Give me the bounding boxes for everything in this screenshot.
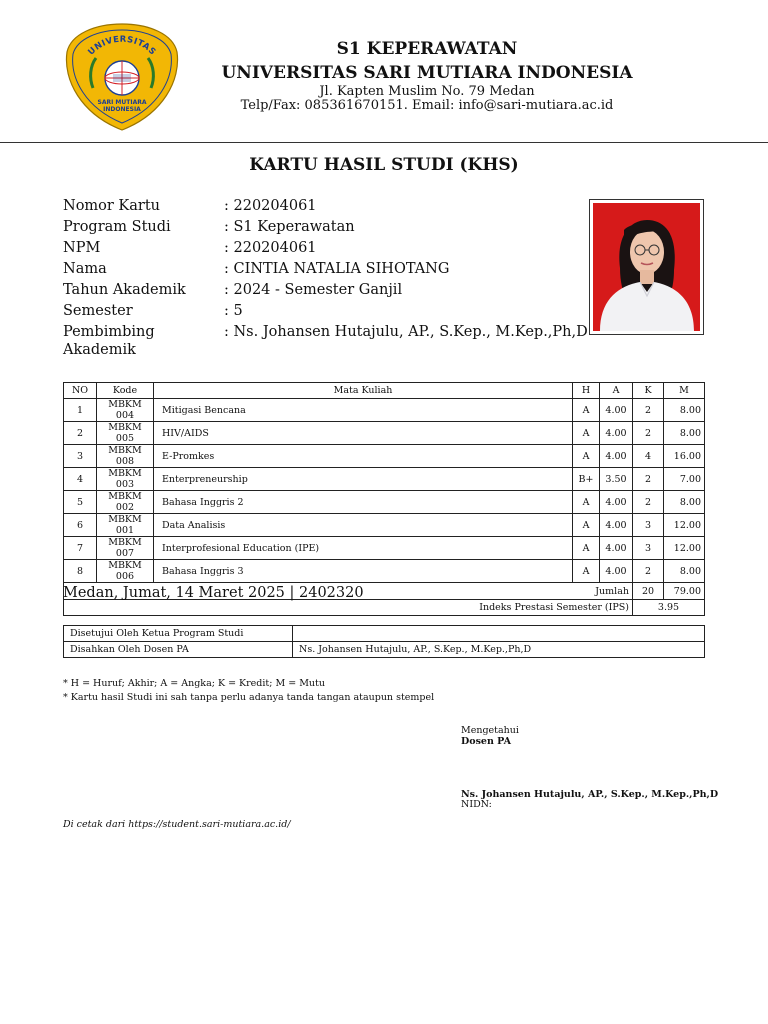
info-label-nama: Nama: [63, 261, 107, 277]
ips-value: 3.95: [633, 599, 705, 615]
cell-no: 5: [64, 491, 97, 514]
table-header-row: [64, 383, 705, 399]
approval-table: [63, 625, 705, 658]
ips-row: [64, 599, 705, 615]
approval-label-kaprodi: Disetujui Oleh Ketua Program Studi: [64, 626, 293, 642]
col-header-h: H: [573, 383, 600, 399]
cell-kode: MBKM 002: [97, 491, 154, 514]
cell-a: 4.00: [600, 560, 633, 583]
table-row: [64, 514, 705, 537]
cell-mata-kuliah: Interprofesional Education (IPE): [154, 537, 573, 560]
cell-h: A: [573, 514, 600, 537]
cell-no: 3: [64, 445, 97, 468]
student-photo: [589, 199, 704, 335]
cell-k: 2: [633, 422, 664, 445]
cell-kode: MBKM 006: [97, 560, 154, 583]
header-divider: [0, 142, 768, 143]
total-m: 79.00: [664, 583, 705, 599]
cell-h: A: [573, 422, 600, 445]
cell-mata-kuliah: HIV/AIDS: [154, 422, 573, 445]
col-header-no: NO: [64, 383, 97, 399]
cell-k: 4: [633, 445, 664, 468]
col-header-m: M: [664, 383, 705, 399]
cell-m: 16.00: [664, 445, 705, 468]
cell-m: 8.00: [664, 399, 705, 422]
total-k: 20: [633, 583, 664, 599]
program-heading: S1 KEPERAWATAN: [336, 39, 518, 59]
cell-no: 2: [64, 422, 97, 445]
cell-a: 4.00: [600, 399, 633, 422]
cell-m: 7.00: [664, 468, 705, 491]
cell-k: 3: [633, 537, 664, 560]
cell-a: 4.00: [600, 422, 633, 445]
signature-name: Ns. Johansen Hutajulu, AP., S.Kep., M.Kep.,Ph,D: [461, 789, 719, 800]
info-value-program-studi: : S1 Keperawatan: [224, 219, 355, 235]
cell-mata-kuliah: Data Analisis: [154, 514, 573, 537]
cell-k: 2: [633, 399, 664, 422]
cell-m: 8.00: [664, 560, 705, 583]
info-label-akademik: Akademik: [63, 342, 136, 358]
cell-m: 8.00: [664, 422, 705, 445]
table-row: [64, 445, 705, 468]
place-date: Medan, Jumat, 14 Maret 2025 | 2402320: [63, 585, 364, 601]
cell-a: 3.50: [600, 468, 633, 491]
cell-kode: MBKM 005: [97, 422, 154, 445]
info-value-npm: : 220204061: [224, 240, 317, 256]
cell-m: 12.00: [664, 514, 705, 537]
info-label-npm: NPM: [63, 240, 101, 256]
cell-h: B+: [573, 468, 600, 491]
table-row: [64, 399, 705, 422]
table-row: [64, 537, 705, 560]
table-row: [64, 491, 705, 514]
approval-row: [64, 642, 705, 658]
total-label: Jumlah: [64, 583, 633, 599]
cell-a: 4.00: [600, 491, 633, 514]
cell-h: A: [573, 537, 600, 560]
note-validity: * Kartu hasil Studi ini sah tanpa perlu adanya tanda tangan ataupun stempel: [63, 692, 435, 703]
cell-kode: MBKM 004: [97, 399, 154, 422]
cell-a: 4.00: [600, 537, 633, 560]
approval-value-dosen-pa: Ns. Johansen Hutajulu, AP., S.Kep., M.Kep.,Ph,D: [293, 642, 705, 658]
cell-h: A: [573, 491, 600, 514]
cell-no: 6: [64, 514, 97, 537]
university-name: UNIVERSITAS SARI MUTIARA INDONESIA: [221, 63, 633, 83]
col-header-a: A: [600, 383, 633, 399]
approval-value-kaprodi: [293, 626, 705, 642]
logo-bottom-text-2: INDONESIA: [103, 106, 141, 113]
cell-m: 8.00: [664, 491, 705, 514]
info-value-semester: : 5: [224, 303, 243, 319]
printed-from: Di cetak dari https://student.sari-mutiara.ac.id/: [63, 819, 291, 830]
signature-mengetahui: Mengetahui: [461, 725, 519, 736]
approval-row: [64, 626, 705, 642]
col-header-kode: Kode: [97, 383, 154, 399]
cell-k: 2: [633, 560, 664, 583]
info-value-pembimbing: : Ns. Johansen Hutajulu, AP., S.Kep., M.Kep.,Ph,D: [224, 324, 588, 340]
cell-kode: MBKM 003: [97, 468, 154, 491]
cell-no: 1: [64, 399, 97, 422]
university-contact: Telp/Fax: 085361670151. Email: info@sari-mutiara.ac.id: [240, 98, 614, 113]
info-value-nama: : CINTIA NATALIA SIHOTANG: [224, 261, 450, 277]
table-row: [64, 422, 705, 445]
grades-table: [63, 382, 705, 616]
cell-a: 4.00: [600, 445, 633, 468]
cell-k: 2: [633, 491, 664, 514]
col-header-mata-kuliah: Mata Kuliah: [154, 383, 573, 399]
logo-top-text: UNIVERSITAS: [86, 34, 158, 58]
cell-kode: MBKM 001: [97, 514, 154, 537]
info-value-tahun-akademik: : 2024 - Semester Ganjil: [224, 282, 403, 298]
ips-label: Indeks Prestasi Semester (IPS): [64, 599, 633, 615]
approval-label-dosen-pa: Disahkan Oleh Dosen PA: [64, 642, 293, 658]
logo-bottom-text-1: SARI MUTIARA: [97, 99, 147, 106]
cell-h: A: [573, 399, 600, 422]
cell-h: A: [573, 560, 600, 583]
cell-mata-kuliah: Enterpreneurship: [154, 468, 573, 491]
cell-kode: MBKM 008: [97, 445, 154, 468]
cell-no: 7: [64, 537, 97, 560]
cell-no: 8: [64, 560, 97, 583]
cell-kode: MBKM 007: [97, 537, 154, 560]
signature-nidn: NIDN:: [461, 799, 492, 810]
cell-mata-kuliah: Mitigasi Bencana: [154, 399, 573, 422]
info-label-semester: Semester: [63, 303, 133, 319]
document-title: KARTU HASIL STUDI (KHS): [249, 155, 519, 175]
signature-role: Dosen PA: [461, 736, 512, 747]
info-label-pembimbing: Pembimbing: [63, 324, 155, 340]
table-row: [64, 468, 705, 491]
cell-k: 2: [633, 468, 664, 491]
cell-h: A: [573, 445, 600, 468]
cell-m: 12.00: [664, 537, 705, 560]
info-label-program-studi: Program Studi: [63, 219, 171, 235]
info-label-tahun-akademik: Tahun Akademik: [63, 282, 186, 298]
table-row: [64, 560, 705, 583]
col-header-k: K: [633, 383, 664, 399]
info-label-nomor-kartu: Nomor Kartu: [63, 198, 161, 214]
cell-mata-kuliah: Bahasa Inggris 2: [154, 491, 573, 514]
info-value-nomor-kartu: : 220204061: [224, 198, 317, 214]
cell-a: 4.00: [600, 514, 633, 537]
note-legend: * H = Huruf; Akhir; A = Angka; K = Kredit; M = Mutu: [63, 678, 325, 689]
cell-no: 4: [64, 468, 97, 491]
university-address: Jl. Kapten Muslim No. 79 Medan: [319, 84, 535, 99]
cell-mata-kuliah: Bahasa Inggris 3: [154, 560, 573, 583]
cell-mata-kuliah: E-Promkes: [154, 445, 573, 468]
cell-k: 3: [633, 514, 664, 537]
